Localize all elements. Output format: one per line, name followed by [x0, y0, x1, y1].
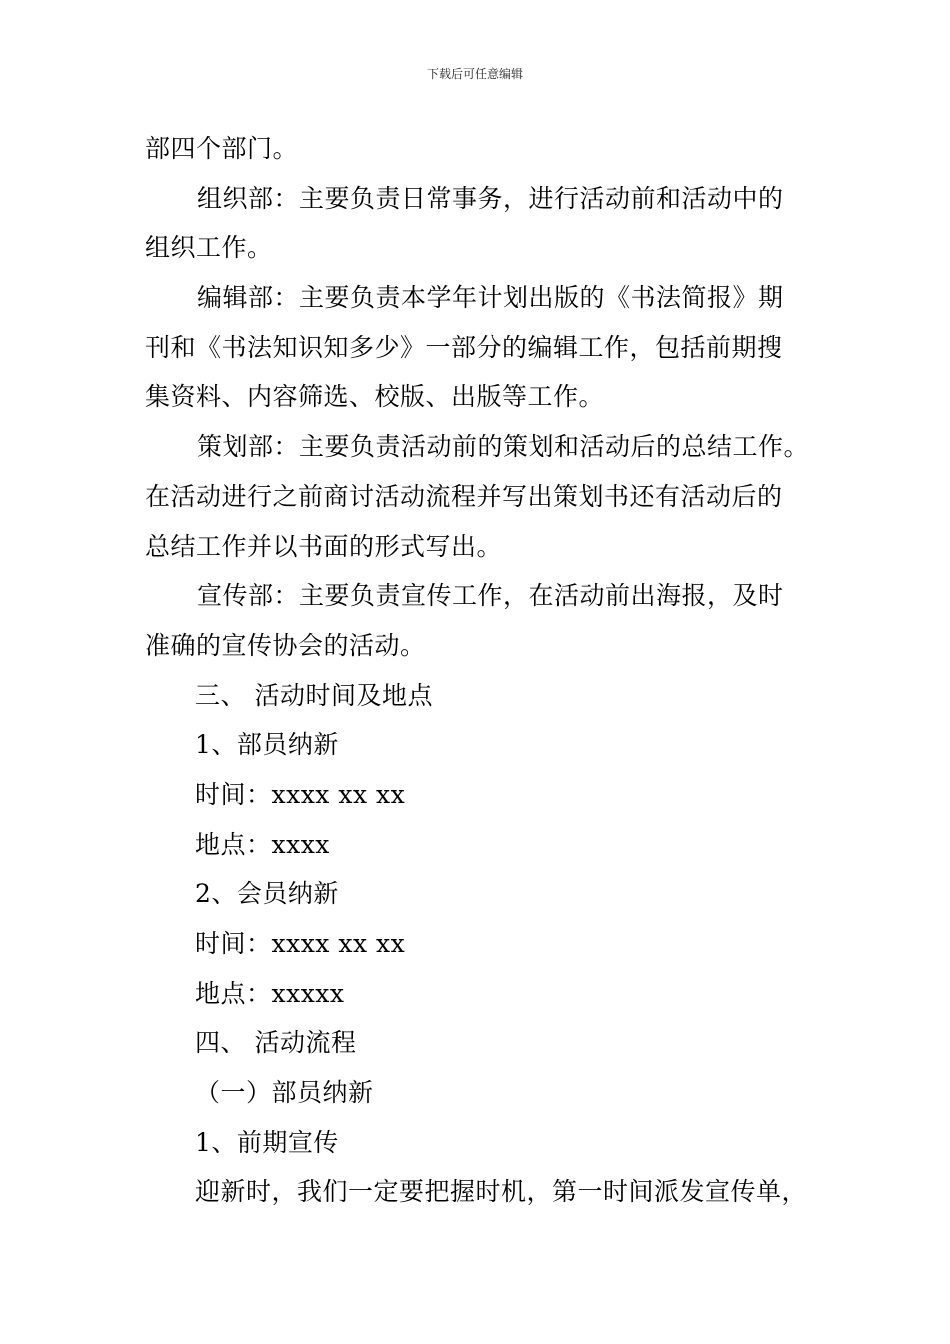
section-heading: 三、 活动时间及地点 — [195, 680, 433, 710]
text-line: 迎新时，我们一定要把握时机，第一时间派发宣传单， — [195, 1177, 808, 1207]
text-line: 1、部员纳新 — [195, 730, 339, 760]
text-line: 集资料、内容筛选、校版、出版等工作。 — [145, 382, 605, 412]
text-line: 总结工作并以书面的形式写出。 — [145, 531, 503, 561]
text-line: 时间：xxxx xx xx — [195, 779, 406, 809]
section-heading: 四、 活动流程 — [195, 1028, 357, 1058]
text-line: 组织工作。 — [145, 233, 273, 263]
text-line: 地点：xxxxx — [195, 978, 345, 1008]
document-body — [145, 124, 825, 1217]
page-header: 下载后可任意编辑 — [426, 67, 523, 81]
text-line: （一）部员纳新 — [195, 1078, 374, 1108]
text-line: 编辑部：主要负责本学年计划出版的《书法简报》期 — [197, 283, 784, 313]
text-line: 刊和《书法知识知多少》一部分的编辑工作，包括前期搜 — [145, 332, 783, 362]
text-line: 组织部：主要负责日常事务，进行活动前和活动中的 — [197, 183, 784, 213]
text-line: 部四个部门。 — [145, 134, 299, 163]
text-line: 1、前期宣传 — [195, 1127, 339, 1157]
text-line: 在活动进行之前商讨活动流程并写出策划书还有活动后的 — [145, 481, 783, 511]
text-line: 地点：xxxx — [195, 829, 330, 859]
text-line: 2、会员纳新 — [195, 879, 339, 909]
text-line: 策划部：主要负责活动前的策划和活动后的总结工作。 — [197, 432, 810, 462]
text-line: 宣传部：主要负责宣传工作，在活动前出海报，及时 — [197, 581, 784, 611]
text-line: 准确的宣传协会的活动。 — [145, 630, 426, 660]
text-line: 时间：xxxx xx xx — [195, 929, 406, 958]
